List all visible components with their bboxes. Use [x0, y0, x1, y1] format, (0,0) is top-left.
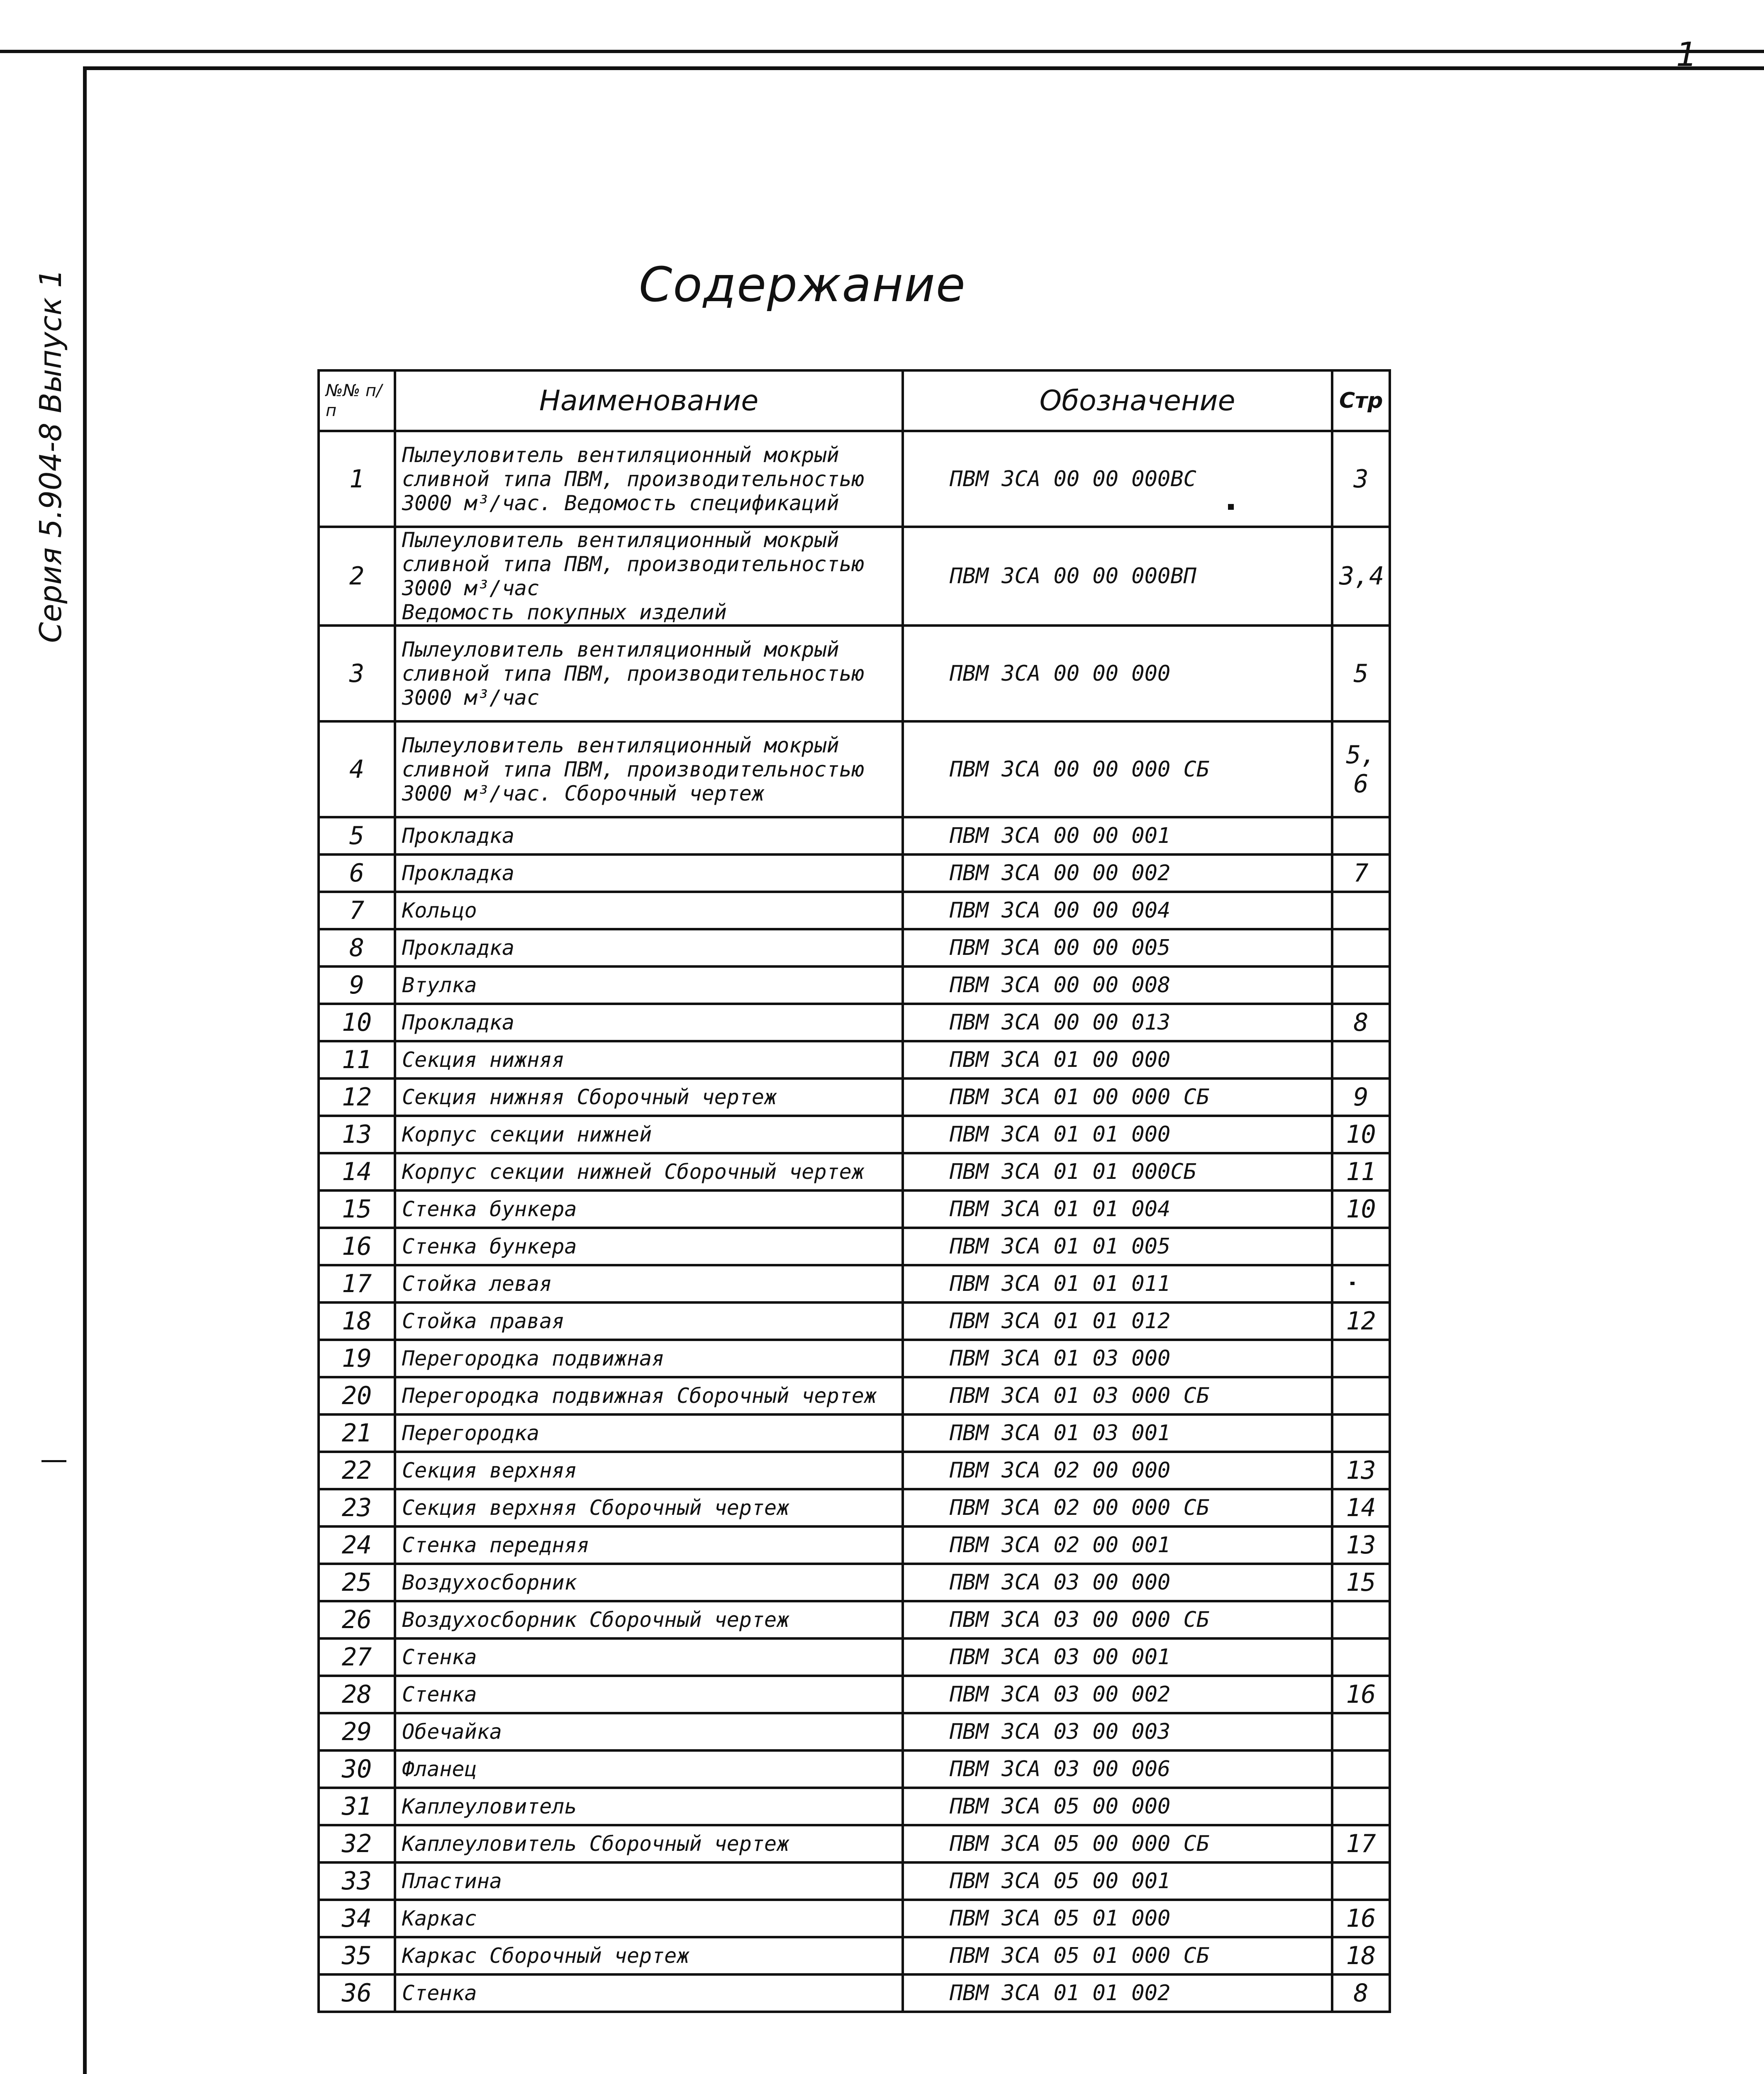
row-number: 20 [319, 1377, 395, 1414]
row-page [1332, 1713, 1390, 1750]
row-number: 29 [319, 1713, 395, 1750]
row-number: 31 [319, 1788, 395, 1825]
row-name: Каплеуловитель Сборочный чертеж [395, 1825, 903, 1862]
row-page: 8 [1332, 1004, 1390, 1041]
row-page: 10 [1332, 1116, 1390, 1153]
row-name: Секция нижняя Сборочный чертеж [395, 1078, 903, 1116]
frame-top-line [0, 50, 1764, 53]
row-code: ПВМ 3СА 03 00 006 [903, 1750, 1332, 1788]
row-code: ПВМ 3СА 05 00 000 СБ [903, 1825, 1332, 1862]
row-code: ПВМ 3СА 03 00 001 [903, 1638, 1332, 1676]
table-row [319, 817, 1390, 854]
table-row [319, 1638, 1390, 1676]
row-code: ПВМ 3СА 03 00 003 [903, 1713, 1332, 1750]
table-row [319, 431, 1390, 527]
row-number: 1 [319, 431, 395, 527]
row-page [1332, 1340, 1390, 1377]
row-number: 3 [319, 626, 395, 721]
row-number: 7 [319, 892, 395, 929]
row-page: 7 [1332, 854, 1390, 892]
row-page: 10 [1332, 1190, 1390, 1228]
row-number: 13 [319, 1116, 395, 1153]
scan-speck [1228, 504, 1234, 510]
row-page: 9 [1332, 1078, 1390, 1116]
row-name: Корпус секции нижней [395, 1116, 903, 1153]
row-name: Корпус секции нижней Сборочный чертеж [395, 1153, 903, 1190]
table-row [319, 929, 1390, 966]
row-number: 6 [319, 854, 395, 892]
row-number: 10 [319, 1004, 395, 1041]
row-number: 36 [319, 1974, 395, 2012]
row-name: Стенка [395, 1974, 903, 2012]
table-row [319, 1825, 1390, 1862]
row-name: Прокладка [395, 817, 903, 854]
table-row [319, 1414, 1390, 1452]
row-code: ПВМ 3СА 02 00 001 [903, 1526, 1332, 1564]
table-row [319, 1377, 1390, 1414]
row-number: 11 [319, 1041, 395, 1078]
scan-speck [41, 1460, 66, 1462]
row-name: Каркас [395, 1900, 903, 1937]
row-name: Прокладка [395, 854, 903, 892]
row-number: 19 [319, 1340, 395, 1377]
row-page [1332, 892, 1390, 929]
header-code: Обозначение [903, 370, 1332, 431]
row-code: ПВМ 3СА 03 00 002 [903, 1676, 1332, 1713]
row-page [1332, 929, 1390, 966]
row-page: 13 [1332, 1526, 1390, 1564]
row-code: ПВМ 3СА 01 01 004 [903, 1190, 1332, 1228]
row-page: 5 [1332, 626, 1390, 721]
row-code: ПВМ 3СА 00 00 004 [903, 892, 1332, 929]
row-code: ПВМ 3СА 02 00 000 [903, 1452, 1332, 1489]
table-row [319, 1041, 1390, 1078]
row-name: Кольцо [395, 892, 903, 929]
table-row [319, 626, 1390, 721]
row-number: 4 [319, 721, 395, 817]
row-number: 17 [319, 1265, 395, 1302]
table-row [319, 1937, 1390, 1974]
table-row [319, 1302, 1390, 1340]
row-page [1332, 966, 1390, 1004]
row-page [1332, 1265, 1390, 1302]
table-row [319, 1526, 1390, 1564]
row-number: 12 [319, 1078, 395, 1116]
row-code: ПВМ 3СА 02 00 000 СБ [903, 1489, 1332, 1526]
row-name: Пылеуловитель вентиляционный мокрый сливной типа ПВМ, производительностью 3000 м³/час. Сборочный чертеж [395, 721, 903, 817]
table-row [319, 1489, 1390, 1526]
row-code: ПВМ 3СА 00 00 005 [903, 929, 1332, 966]
row-number: 24 [319, 1526, 395, 1564]
table-row [319, 1974, 1390, 2012]
row-code: ПВМ 3СА 00 00 000ВП [903, 527, 1332, 626]
row-name: Стенка [395, 1676, 903, 1713]
row-code: ПВМ 3СА 00 00 013 [903, 1004, 1332, 1041]
row-name: Стойка правая [395, 1302, 903, 1340]
table-row [319, 1713, 1390, 1750]
header-page: Стр [1332, 370, 1390, 431]
row-number: 26 [319, 1601, 395, 1638]
table-row [319, 1340, 1390, 1377]
row-code: ПВМ 3СА 00 00 000 СБ [903, 721, 1332, 817]
header-num: №№ п/п [319, 370, 395, 431]
row-number: 22 [319, 1452, 395, 1489]
table-row [319, 1676, 1390, 1713]
row-page [1332, 1414, 1390, 1452]
row-page: 16 [1332, 1900, 1390, 1937]
table-row [319, 527, 1390, 626]
row-number: 33 [319, 1862, 395, 1900]
row-code: ПВМ 3СА 03 00 000 СБ [903, 1601, 1332, 1638]
row-code: ПВМ 3СА 01 01 011 [903, 1265, 1332, 1302]
table-row [319, 1190, 1390, 1228]
row-code: ПВМ 3СА 00 00 008 [903, 966, 1332, 1004]
row-name: Стенка бункера [395, 1190, 903, 1228]
table-row [319, 1004, 1390, 1041]
row-page: 13 [1332, 1452, 1390, 1489]
row-number: 35 [319, 1937, 395, 1974]
row-page [1332, 1041, 1390, 1078]
row-code: ПВМ 3СА 01 03 001 [903, 1414, 1332, 1452]
row-code: ПВМ 3СА 01 01 000СБ [903, 1153, 1332, 1190]
row-page [1332, 1377, 1390, 1414]
row-name: Стенка передняя [395, 1526, 903, 1564]
scan-speck [1350, 1282, 1355, 1285]
row-page: 8 [1332, 1974, 1390, 2012]
row-page: 11 [1332, 1153, 1390, 1190]
row-name: Стенка бункера [395, 1228, 903, 1265]
row-number: 27 [319, 1638, 395, 1676]
row-page [1332, 1638, 1390, 1676]
row-name: Пластина [395, 1862, 903, 1900]
row-number: 9 [319, 966, 395, 1004]
row-name: Пылеуловитель вентиляционный мокрый сливной типа ПВМ, производительностью 3000 м³/час [395, 626, 903, 721]
table-row [319, 1078, 1390, 1116]
row-page [1332, 1788, 1390, 1825]
table-row [319, 1788, 1390, 1825]
row-name: Прокладка [395, 929, 903, 966]
row-name: Фланец [395, 1750, 903, 1788]
row-code: ПВМ 3СА 05 01 000 [903, 1900, 1332, 1937]
row-page [1332, 1228, 1390, 1265]
table-row [319, 966, 1390, 1004]
table-row [319, 1153, 1390, 1190]
row-name: Прокладка [395, 1004, 903, 1041]
row-page [1332, 1862, 1390, 1900]
row-number: 25 [319, 1564, 395, 1601]
header-name: Наименование [395, 370, 903, 431]
table-row [319, 721, 1390, 817]
table-row [319, 1452, 1390, 1489]
row-name: Перегородка подвижная [395, 1340, 903, 1377]
row-code: ПВМ 3СА 00 00 000 [903, 626, 1332, 721]
row-name: Каркас Сборочный чертеж [395, 1937, 903, 1974]
row-name: Втулка [395, 966, 903, 1004]
row-page: 3 [1332, 431, 1390, 527]
row-code: ПВМ 3СА 01 01 005 [903, 1228, 1332, 1265]
row-number: 5 [319, 817, 395, 854]
row-page: 15 [1332, 1564, 1390, 1601]
row-number: 34 [319, 1900, 395, 1937]
row-code: ПВМ 3СА 01 00 000 СБ [903, 1078, 1332, 1116]
row-name: Каплеуловитель [395, 1788, 903, 1825]
row-number: 23 [319, 1489, 395, 1526]
table-row [319, 1265, 1390, 1302]
row-code: ПВМ 3СА 00 00 000ВС [903, 431, 1332, 527]
series-side-label: Серия 5.904-8 Выпуск 1 [33, 269, 68, 643]
row-code: ПВМ 3СА 05 00 001 [903, 1862, 1332, 1900]
row-name: Пылеуловитель вентиляционный мокрый сливной типа ПВМ, производительностью 3000 м³/час. Ведомость спецификаций [395, 431, 903, 527]
row-page: 18 [1332, 1937, 1390, 1974]
row-code: ПВМ 3СА 05 00 000 [903, 1788, 1332, 1825]
row-name: Воздухосборник Сборочный чертеж [395, 1601, 903, 1638]
row-name: Стойка левая [395, 1265, 903, 1302]
row-name: Пылеуловитель вентиляционный мокрый сливной типа ПВМ, производительностью 3000 м³/час Ведомость покупных изделий [395, 527, 903, 626]
contents-table [317, 369, 1391, 2013]
row-code: ПВМ 3СА 01 03 000 [903, 1340, 1332, 1377]
table-row [319, 1228, 1390, 1265]
row-code: ПВМ 3СА 01 00 000 [903, 1041, 1332, 1078]
row-number: 8 [319, 929, 395, 966]
row-name: Перегородка [395, 1414, 903, 1452]
row-page: 14 [1332, 1489, 1390, 1526]
row-page: 5, 6 [1332, 721, 1390, 817]
row-number: 18 [319, 1302, 395, 1340]
row-number: 32 [319, 1825, 395, 1862]
row-number: 21 [319, 1414, 395, 1452]
page-number: 1 [1676, 35, 1697, 74]
row-number: 14 [319, 1153, 395, 1190]
row-name: Воздухосборник [395, 1564, 903, 1601]
row-code: ПВМ 3СА 01 03 000 СБ [903, 1377, 1332, 1414]
row-page [1332, 1601, 1390, 1638]
row-number: 16 [319, 1228, 395, 1265]
row-page [1332, 817, 1390, 854]
row-page: 17 [1332, 1825, 1390, 1862]
row-name: Секция верхняя [395, 1452, 903, 1489]
table-row [319, 1750, 1390, 1788]
row-code: ПВМ 3СА 01 01 012 [903, 1302, 1332, 1340]
table-row [319, 1862, 1390, 1900]
table-header-row [319, 370, 1390, 431]
row-page [1332, 1750, 1390, 1788]
row-code: ПВМ 3СА 00 00 001 [903, 817, 1332, 854]
row-code: ПВМ 3СА 01 01 002 [903, 1974, 1332, 2012]
row-name: Перегородка подвижная Сборочный чертеж [395, 1377, 903, 1414]
page-title: Содержание [639, 257, 966, 313]
table-row [319, 892, 1390, 929]
table-row [319, 1116, 1390, 1153]
row-number: 2 [319, 527, 395, 626]
table-row [319, 1601, 1390, 1638]
row-number: 30 [319, 1750, 395, 1788]
row-page: 12 [1332, 1302, 1390, 1340]
row-code: ПВМ 3СА 01 01 000 [903, 1116, 1332, 1153]
row-code: ПВМ 3СА 05 01 000 СБ [903, 1937, 1332, 1974]
table-row [319, 854, 1390, 892]
row-page: 16 [1332, 1676, 1390, 1713]
row-name: Стенка [395, 1638, 903, 1676]
row-name: Секция нижняя [395, 1041, 903, 1078]
table-row [319, 1564, 1390, 1601]
row-name: Секция верхняя Сборочный чертеж [395, 1489, 903, 1526]
table-body [319, 431, 1390, 2012]
row-code: ПВМ 3СА 03 00 000 [903, 1564, 1332, 1601]
row-number: 15 [319, 1190, 395, 1228]
row-page: 3,4 [1332, 527, 1390, 626]
row-code: ПВМ 3СА 00 00 002 [903, 854, 1332, 892]
row-number: 28 [319, 1676, 395, 1713]
table-row [319, 1900, 1390, 1937]
row-name: Обечайка [395, 1713, 903, 1750]
